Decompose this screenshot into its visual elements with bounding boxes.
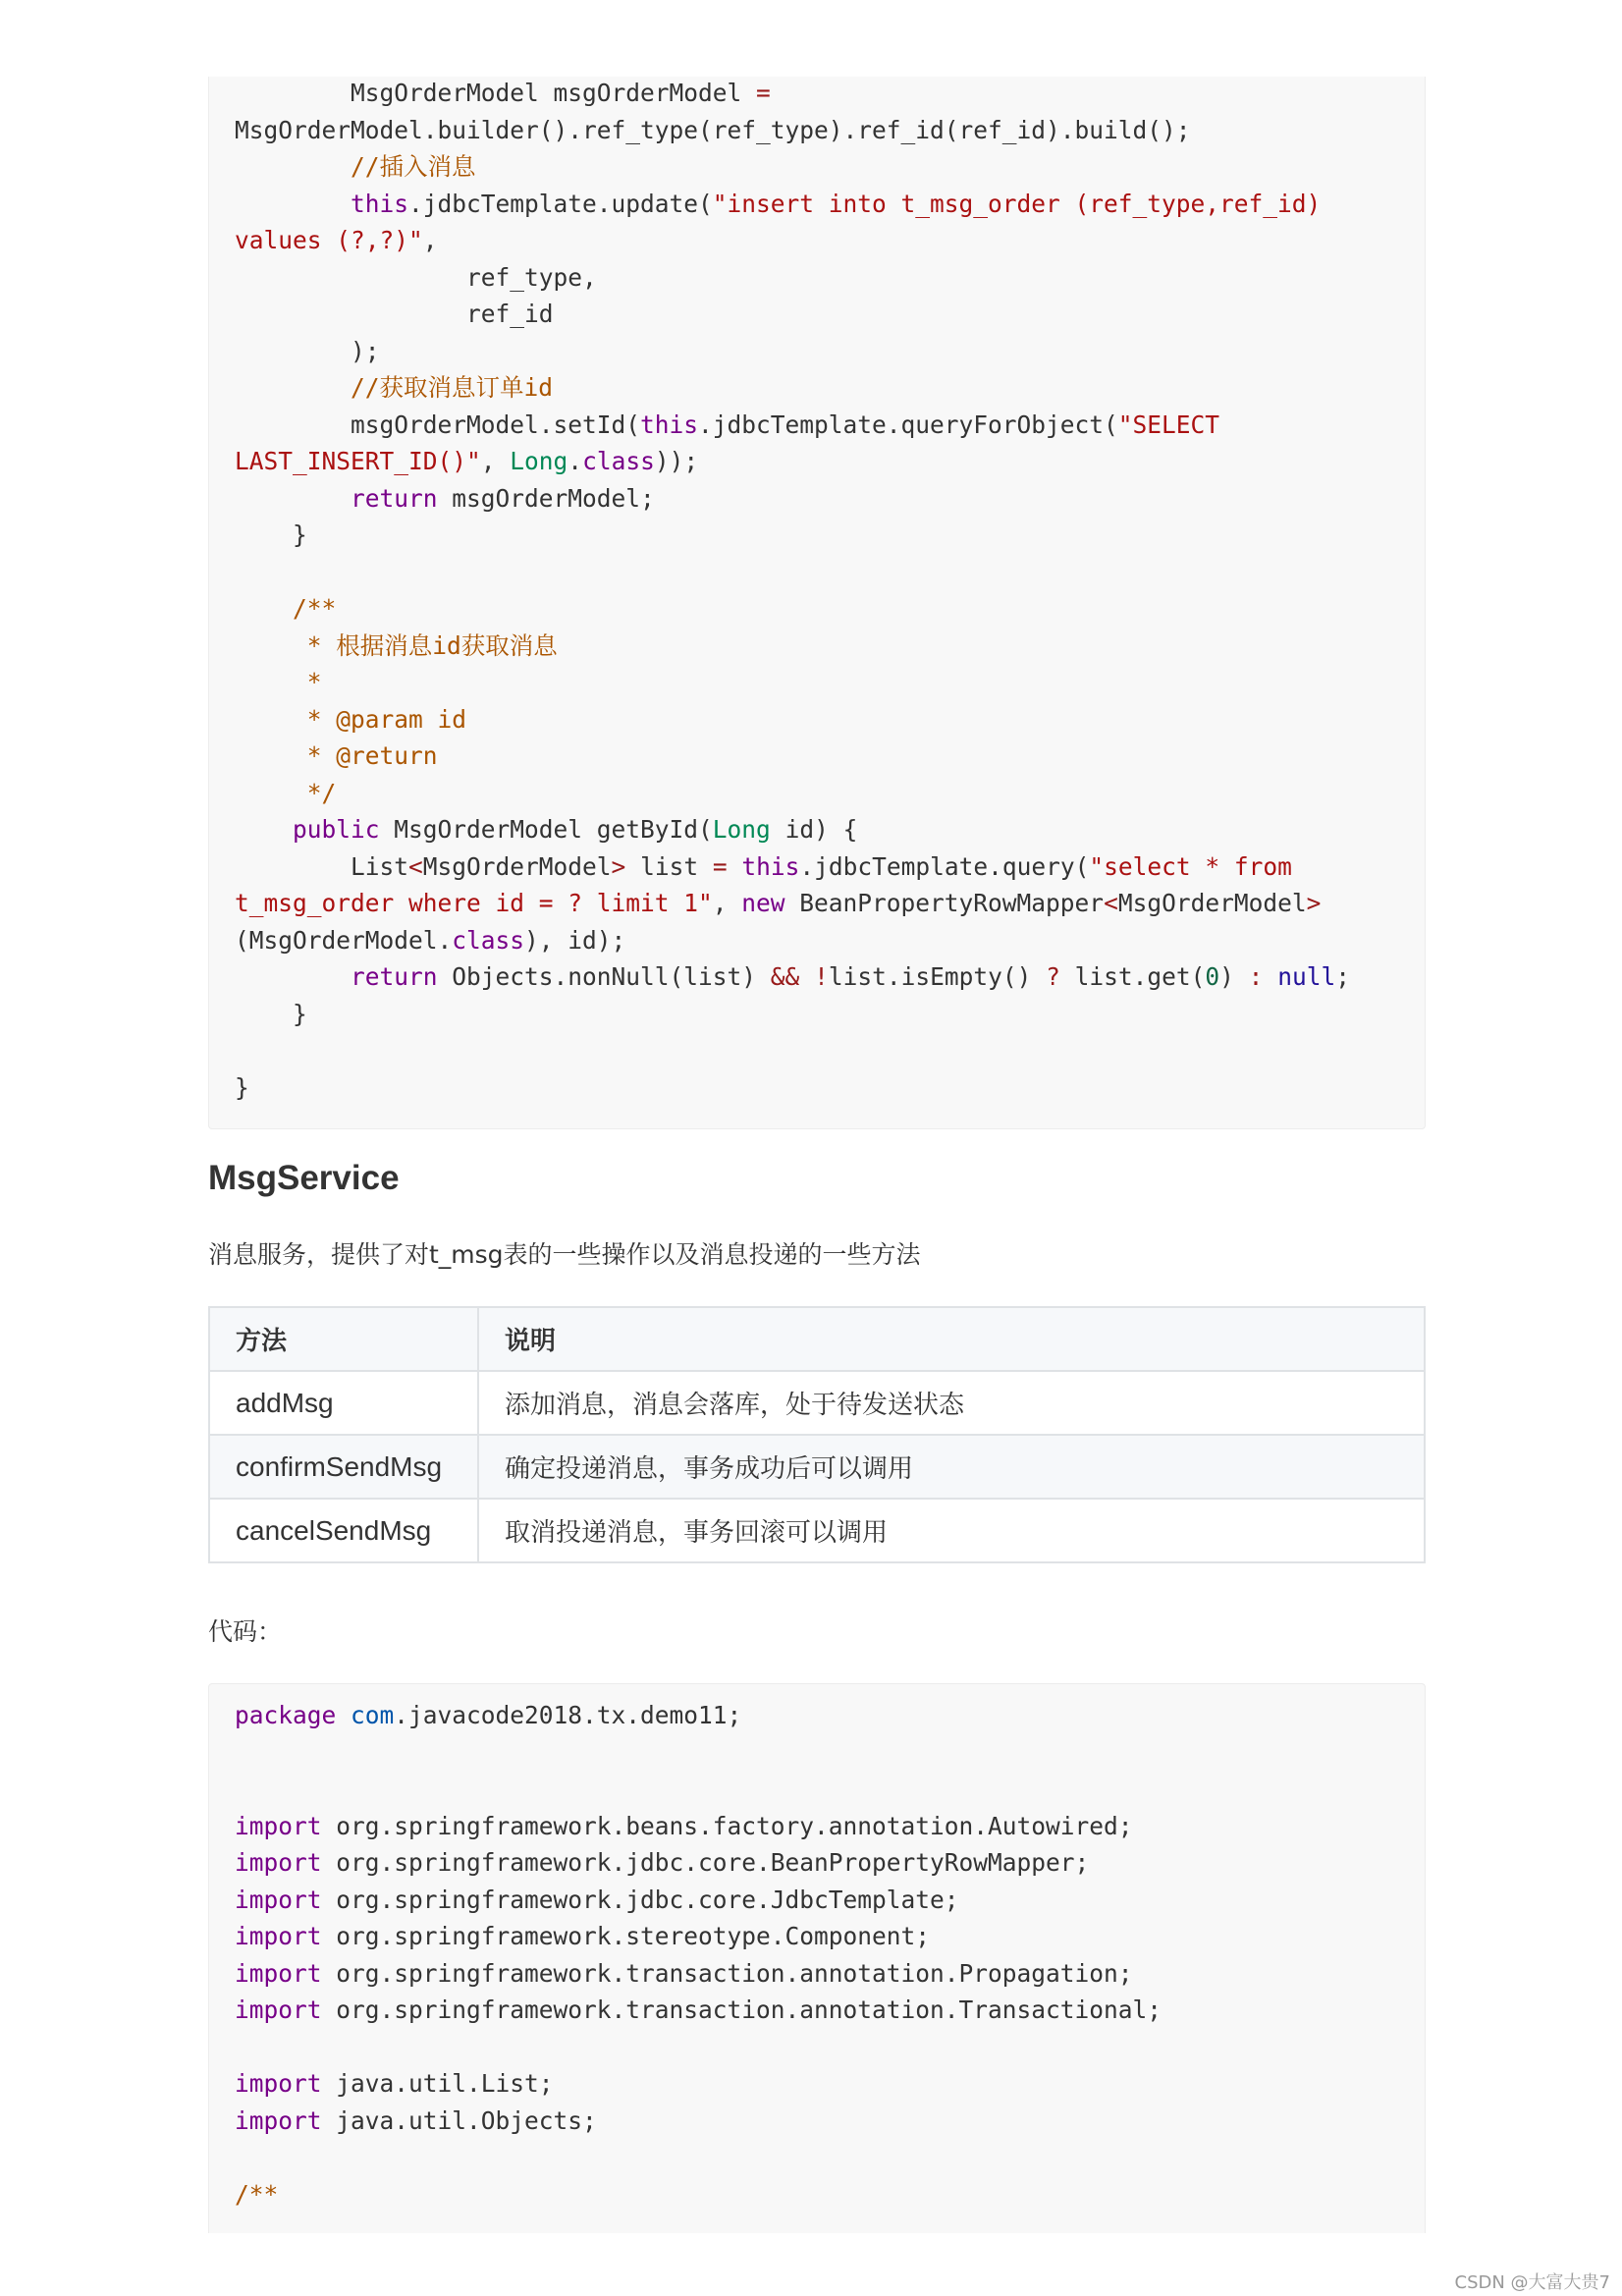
code-token-op: > bbox=[1306, 889, 1322, 917]
table-cell-description: 取消投递消息，事务回滚可以调用 bbox=[478, 1499, 1425, 1562]
code-token-kw: return bbox=[351, 962, 438, 991]
code-line bbox=[235, 187, 1321, 222]
code-line bbox=[235, 591, 336, 627]
code-token-cmt: /** bbox=[235, 594, 337, 623]
code-token-cmt: * @return bbox=[235, 741, 438, 770]
table-row bbox=[209, 1371, 1425, 1435]
code-line bbox=[235, 1809, 1133, 1844]
code-token: .jdbcTemplate.update( bbox=[408, 189, 713, 218]
code-token-num: 0 bbox=[1205, 962, 1220, 991]
code-line bbox=[235, 776, 336, 811]
code-line bbox=[235, 76, 771, 111]
code-line bbox=[235, 1919, 930, 1954]
code-token: MsgOrderModel msgOrderModel bbox=[235, 79, 757, 107]
code-token: MsgOrderModel bbox=[1117, 889, 1307, 917]
methods-table bbox=[208, 1306, 1426, 1563]
code-token-str: values (?,?)" bbox=[235, 226, 423, 254]
code-token: org.springframework.beans.factory.annotation.Autowired; bbox=[321, 1811, 1133, 1840]
code-line bbox=[235, 1993, 1162, 2028]
code-token-kw: import bbox=[235, 1958, 322, 1988]
table-cell-method: addMsg bbox=[209, 1371, 478, 1435]
code-token: ref_type, bbox=[235, 262, 597, 292]
code-token-kw: new bbox=[741, 889, 785, 917]
code-token-cmt: */ bbox=[235, 778, 337, 807]
code-token-op: > bbox=[611, 851, 626, 881]
code-token-cmt: /** bbox=[235, 2179, 279, 2209]
code-token-op: ! bbox=[814, 962, 829, 991]
table-cell-description: 确定投递消息，事务成功后可以调用 bbox=[478, 1435, 1425, 1499]
code-token-kw: this bbox=[351, 189, 409, 218]
code-line bbox=[235, 1956, 1133, 1992]
code-token-op: ? bbox=[1046, 962, 1060, 991]
code-token-cmt: //获取消息订单id bbox=[235, 373, 554, 402]
code-token-op: : bbox=[1248, 962, 1264, 991]
code-token-cmt: * 根据消息id获取消息 bbox=[235, 630, 558, 660]
code-token: org.springframework.stereotype.Component; bbox=[321, 1922, 931, 1950]
code-token-op: = bbox=[712, 851, 728, 881]
code-line bbox=[235, 849, 1292, 885]
table-row bbox=[209, 1435, 1425, 1499]
code-token: org.springframework.transaction.annotation.Transactional; bbox=[321, 1995, 1162, 2024]
code-token: } bbox=[235, 1072, 249, 1102]
table-cell-method: confirmSendMsg bbox=[209, 1435, 478, 1499]
code-token-op: < bbox=[1104, 889, 1118, 917]
code-line bbox=[235, 629, 558, 664]
code-token-str: LAST_INSERT_ID()" bbox=[235, 447, 481, 475]
code-token: list bbox=[625, 851, 713, 881]
code-token-kw: import bbox=[235, 1885, 322, 1914]
code-token-op: && bbox=[770, 962, 800, 991]
code-token: java.util.Objects; bbox=[321, 2105, 597, 2135]
code-line bbox=[235, 1698, 741, 1733]
code-token: java.util.List; bbox=[321, 2069, 554, 2098]
code-token-kw: package bbox=[235, 1701, 337, 1729]
code-line bbox=[235, 923, 625, 958]
code-token: org.springframework.jdbc.core.BeanPropertyRowMapper; bbox=[321, 1848, 1090, 1877]
code-token: org.springframework.jdbc.core.JdbcTemplate; bbox=[321, 1885, 959, 1914]
code-line bbox=[235, 2177, 278, 2213]
code-token: msgOrderModel.setId( bbox=[235, 410, 641, 439]
code-token: ref_id bbox=[235, 300, 554, 328]
code-token-str: "SELECT bbox=[1117, 410, 1220, 439]
code-line bbox=[235, 408, 1219, 443]
code-token-type: Long bbox=[510, 447, 568, 475]
section-heading: MsgService bbox=[208, 1159, 400, 1197]
code-token: id) { bbox=[770, 815, 858, 844]
table-cell-method: cancelSendMsg bbox=[209, 1499, 478, 1562]
code-token: ), id); bbox=[524, 925, 626, 955]
section-description: 消息服务，提供了对t_msg表的一些操作以及消息投递的一些方法 bbox=[208, 1240, 921, 1269]
watermark: CSDN @大富大贵7 bbox=[1454, 2272, 1610, 2293]
code-line bbox=[235, 1845, 1089, 1881]
code-token bbox=[728, 852, 742, 881]
code-token-cmt: * bbox=[235, 668, 322, 696]
code-label: 代码： bbox=[208, 1617, 283, 1646]
code-token: } bbox=[235, 520, 307, 549]
code-token-kw: import bbox=[235, 2105, 322, 2135]
code-line bbox=[235, 444, 698, 479]
code-token-kw: import bbox=[235, 1995, 322, 2024]
code-token: } bbox=[235, 999, 307, 1028]
code-token: MsgOrderModel bbox=[422, 851, 612, 881]
code-line bbox=[235, 260, 597, 296]
code-token bbox=[235, 962, 351, 991]
code-token-kw: import bbox=[235, 1922, 322, 1950]
code-token: org.springframework.transaction.annotation.Propagation; bbox=[321, 1958, 1133, 1988]
code-token-str: "insert into t_msg_order (ref_type,ref_id) bbox=[712, 189, 1322, 218]
code-token: MsgOrderModel.builder().ref_type(ref_type).ref_id(ref_id).build(); bbox=[235, 115, 1191, 144]
code-line bbox=[235, 702, 466, 738]
code-token-kw: this bbox=[640, 410, 699, 439]
code-token: .javacode2018.tx.demo11; bbox=[394, 1701, 742, 1729]
code-token: , bbox=[422, 226, 438, 254]
code-token: List bbox=[235, 851, 409, 881]
code-line bbox=[235, 334, 380, 369]
code-token: msgOrderModel; bbox=[437, 483, 655, 513]
code-line bbox=[235, 1883, 959, 1918]
code-line bbox=[235, 297, 554, 332]
code-token: ; bbox=[1335, 962, 1350, 991]
code-token: (MsgOrderModel. bbox=[235, 925, 453, 955]
code-token-op: < bbox=[408, 851, 423, 881]
code-token: .jdbcTemplate.queryForObject( bbox=[698, 410, 1118, 439]
code-line bbox=[235, 481, 655, 517]
code-line bbox=[235, 812, 857, 847]
code-line bbox=[235, 149, 476, 185]
code-line bbox=[235, 738, 438, 774]
code-token: ); bbox=[235, 336, 380, 365]
code-token: .jdbcTemplate.query( bbox=[799, 851, 1090, 881]
code-token: MsgOrderModel getById( bbox=[379, 815, 713, 844]
code-token: list.get( bbox=[1059, 962, 1206, 991]
code-token: Objects.nonNull(list) bbox=[437, 962, 771, 991]
code-token-kw: class bbox=[452, 925, 525, 955]
code-line bbox=[235, 886, 1321, 921]
code-token-kw: public bbox=[293, 815, 380, 844]
code-token-op: = bbox=[756, 79, 771, 107]
code-token: , bbox=[480, 447, 511, 475]
code-token-atom: null bbox=[1277, 962, 1336, 991]
code-token-str: t_msg_order where id = ? limit 1" bbox=[235, 889, 713, 917]
code-block-msg-order-dao bbox=[208, 77, 1426, 1129]
code-token bbox=[235, 484, 351, 513]
code-token: . bbox=[568, 447, 583, 475]
code-token-type: Long bbox=[712, 815, 771, 844]
code-line bbox=[235, 518, 307, 553]
code-token-kw: import bbox=[235, 2069, 322, 2098]
code-token bbox=[799, 962, 814, 991]
code-token-kw: return bbox=[351, 483, 438, 513]
code-line bbox=[235, 2066, 554, 2102]
code-token: ) bbox=[1219, 962, 1249, 991]
table-cell-description: 添加消息，消息会落库，处于待发送状态 bbox=[478, 1371, 1425, 1435]
code-line bbox=[235, 1070, 249, 1106]
code-token-cmt: //插入消息 bbox=[235, 152, 476, 181]
code-token bbox=[1263, 962, 1277, 991]
code-line bbox=[235, 223, 438, 258]
code-line bbox=[235, 370, 553, 406]
code-token-kw: import bbox=[235, 1848, 322, 1877]
code-line bbox=[235, 959, 1350, 995]
table-row bbox=[209, 1499, 1425, 1562]
code-token-str: "select * from bbox=[1089, 851, 1292, 881]
code-line bbox=[235, 2104, 597, 2139]
table-header-description: 说明 bbox=[478, 1307, 1425, 1371]
code-line bbox=[235, 113, 1191, 148]
code-token bbox=[235, 190, 351, 218]
table-header-method: 方法 bbox=[209, 1307, 478, 1371]
code-token-kw: class bbox=[582, 447, 655, 475]
code-token-kw: import bbox=[235, 1811, 322, 1840]
code-token bbox=[336, 1701, 351, 1729]
code-block-msg-service bbox=[208, 1683, 1426, 2233]
code-token-kw: this bbox=[741, 851, 800, 881]
code-line bbox=[235, 997, 307, 1032]
table-header-row bbox=[209, 1307, 1425, 1371]
code-token: )); bbox=[654, 447, 699, 475]
code-token-var: com bbox=[351, 1701, 395, 1729]
code-token-cmt: * @param id bbox=[235, 704, 467, 734]
code-token: , bbox=[712, 889, 742, 917]
code-token: list.isEmpty() bbox=[828, 962, 1047, 991]
code-token: BeanPropertyRowMapper bbox=[784, 889, 1105, 917]
code-token bbox=[235, 815, 293, 844]
code-line bbox=[235, 665, 322, 700]
